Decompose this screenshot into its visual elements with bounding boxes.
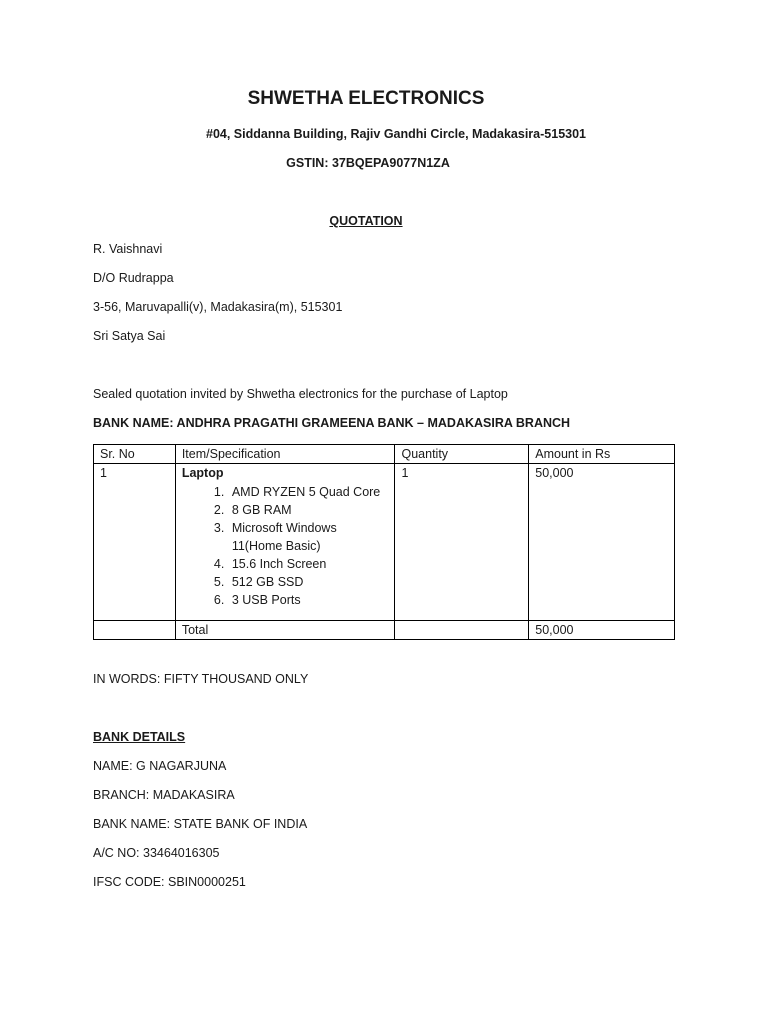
spec-item: 5. 512 GB SSD xyxy=(228,573,389,591)
cell-sr-no: 1 xyxy=(94,464,176,621)
recipient-name: R. Vaishnavi xyxy=(93,242,163,256)
bank-account-number: A/C NO: 33464016305 xyxy=(93,846,220,860)
cell-total-label: Total xyxy=(175,621,395,640)
company-address: #04, Siddanna Building, Rajiv Gandhi Circle, Madakasira-515301 xyxy=(206,127,586,141)
recipient-district: Sri Satya Sai xyxy=(93,329,166,343)
cell-total-empty xyxy=(94,621,176,640)
cell-total-quantity-empty xyxy=(395,621,529,640)
header-quantity: Quantity xyxy=(395,445,529,464)
cell-amount: 50,000 xyxy=(529,464,675,621)
table-total-row xyxy=(94,621,675,640)
header-amount: Amount in Rs xyxy=(529,445,675,464)
header-sr-no: Sr. No xyxy=(94,445,176,464)
bank-account-name: NAME: G NAGARJUNA xyxy=(93,759,227,773)
spec-item: 2. 8 GB RAM xyxy=(228,501,389,519)
header-item-specification: Item/Specification xyxy=(175,445,395,464)
cell-quantity: 1 xyxy=(395,464,529,621)
spec-item: 4. 15.6 Inch Screen xyxy=(228,555,389,573)
cell-total-amount: 50,000 xyxy=(529,621,675,640)
items-table xyxy=(93,444,675,640)
document-title: QUOTATION xyxy=(329,214,403,228)
spec-item: 6. 3 USB Ports xyxy=(228,591,389,609)
bank-name: BANK NAME: STATE BANK OF INDIA xyxy=(93,817,308,831)
bank-ifsc-code: IFSC CODE: SBIN0000251 xyxy=(93,875,246,889)
spec-item: 1. AMD RYZEN 5 Quad Core xyxy=(228,483,389,501)
bank-name-line: BANK NAME: ANDHRA PRAGATHI GRAMEENA BANK – MADAKASIRA BRANCH xyxy=(93,416,571,430)
item-name: Laptop xyxy=(181,466,224,480)
recipient-relation: D/O Rudrappa xyxy=(93,271,174,285)
table-row xyxy=(94,464,675,621)
spec-item: 3. Microsoft Windows 11(Home Basic) xyxy=(228,519,389,555)
company-name: SHWETHA ELECTRONICS xyxy=(247,88,485,109)
bank-branch: BRANCH: MADAKASIRA xyxy=(93,788,235,802)
table-header-row xyxy=(94,445,675,464)
company-gstin: GSTIN: 37BQEPA9077N1ZA xyxy=(286,156,450,170)
bank-details-heading: BANK DETAILS xyxy=(93,730,186,744)
amount-in-words: IN WORDS: FIFTY THOUSAND ONLY xyxy=(93,672,309,686)
intro-text: Sealed quotation invited by Shwetha electronics for the purchase of Laptop xyxy=(93,387,508,401)
spec-list xyxy=(182,483,389,609)
cell-item-specification xyxy=(175,464,395,621)
recipient-address: 3-56, Maruvapalli(v), Madakasira(m), 515301 xyxy=(93,300,343,314)
